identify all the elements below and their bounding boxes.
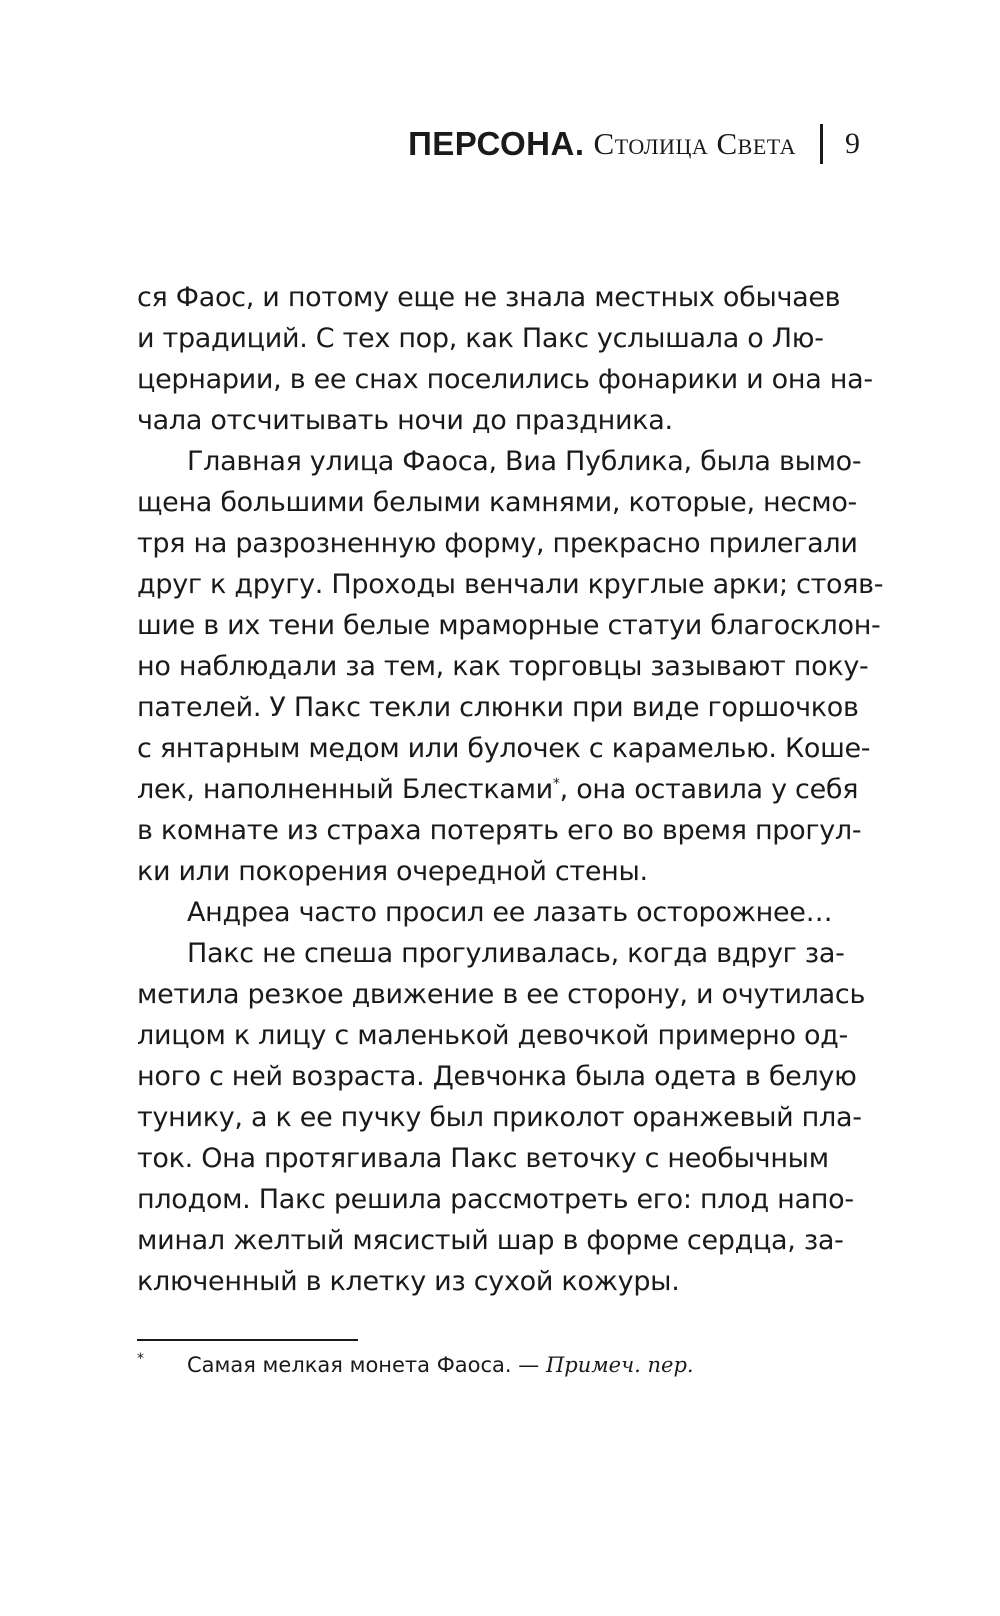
text-line: ся Фаос, и потому еще не знала местных обычаев xyxy=(137,282,841,313)
text-line: щена большими белыми камнями, которые, несмо- xyxy=(137,487,857,518)
text-line: с янтарным медом или булочек с карамелью. Коше- xyxy=(137,733,871,764)
footnote-text: Самая мелкая монета Фаоса. — xyxy=(187,1353,546,1377)
page-number: 9 xyxy=(845,127,860,160)
text-line: ного с ней возраста. Девчонка была одета в белую xyxy=(137,1061,857,1092)
text-line: пателей. У Пакс текли слюнки при виде горшочков xyxy=(137,692,859,723)
footnote-divider xyxy=(137,1339,358,1341)
text-line: минал желтый мясистый шар в форме сердца, за- xyxy=(137,1225,844,1256)
text-fragment: , она оставила у себя xyxy=(559,774,859,805)
text-line: Пакс не спеша прогуливалась, когда вдруг за- xyxy=(187,938,845,969)
text-line: и традиций. С тех пор, как Пакс услышала о Лю- xyxy=(137,323,824,354)
text-line: метила резкое движение в ее сторону, и очутилась xyxy=(137,979,866,1010)
text-line: чала отсчитывать ночи до праздника. xyxy=(137,405,673,436)
text-line: но наблюдали за тем, как торговцы зазывают поку- xyxy=(137,651,869,682)
text-line: в комнате из страха потерять его во время прогул- xyxy=(137,815,862,846)
header-divider xyxy=(820,124,823,164)
text-fragment: лек, наполненный Блестками xyxy=(137,774,553,805)
running-header xyxy=(408,124,860,164)
text-line: плодом. Пакс решила рассмотреть его: плод напо- xyxy=(137,1184,854,1215)
text-line: лицом к лицу с маленькой девочкой примерно од- xyxy=(137,1020,848,1051)
text-line: Главная улица Фаоса, Виа Публика, была вымо- xyxy=(187,446,862,477)
text-line: ки или покорения очередной стены. xyxy=(137,856,648,887)
text-line: тунику, а к ее пучку был приколот оранжевый пла- xyxy=(137,1102,862,1133)
text-line: ключенный в клетку из сухой кожуры. xyxy=(137,1266,680,1297)
book-subtitle: Столица Света xyxy=(593,126,796,161)
body-text xyxy=(137,277,884,1302)
text-line: Андреа часто просил ее лазать осторожнее… xyxy=(187,897,833,928)
text-line-with-note xyxy=(137,769,859,810)
text-line: шие в их тени белые мраморные статуи благосклон- xyxy=(137,610,881,641)
text-line: цернарии, в ее снах поселились фонарики и она на- xyxy=(137,364,873,395)
footnote-mark: * xyxy=(137,1351,144,1367)
text-line: тря на разрозненную форму, прекрасно прилегали xyxy=(137,528,858,559)
footnote-reference[interactable]: * xyxy=(552,776,560,792)
footnote xyxy=(137,1350,817,1380)
text-line: друг к другу. Проходы венчали круглые арки; стояв- xyxy=(137,569,884,600)
footnote-translator-note: Примеч. пер. xyxy=(545,1353,694,1377)
text-line: ток. Она протягивала Пакс веточку с необычным xyxy=(137,1143,829,1174)
book-title: ПЕРСОНА. xyxy=(408,125,585,162)
